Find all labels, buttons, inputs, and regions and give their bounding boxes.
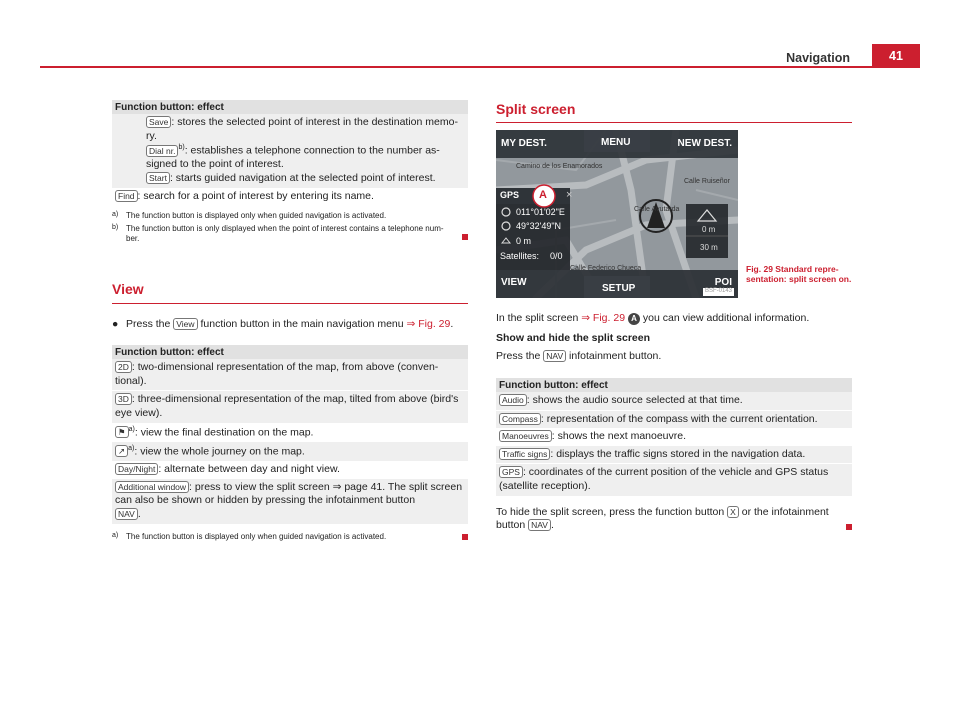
instruction-post: function button in the main navigation menu: [197, 317, 407, 330]
table-row: [112, 114, 468, 188]
row-desc: : view the final destination on the map.: [134, 426, 314, 439]
right-column: [496, 100, 852, 123]
row-desc: : two-dimensional representation of the map, from above (conven-tional).: [115, 361, 439, 387]
footnote-ref: a): [128, 444, 135, 452]
additional-window-key: Additional window: [115, 481, 189, 493]
intro-pre: In the split screen: [496, 312, 582, 324]
table-row: [112, 423, 468, 442]
hide-pre: To hide the split screen, press the function button: [496, 505, 728, 518]
satellites-label: Satellites:: [500, 251, 540, 261]
footnote-mark: b): [112, 224, 119, 232]
row-desc: : three-dimensional representation of the map, tilted from above (bird's eye view).: [115, 393, 459, 420]
figure-caption: Fig. 29 Standard repre-sentation: split screen on.: [746, 264, 852, 285]
altitude-value: 0 m: [516, 236, 532, 246]
row-desc: : coordinates of the current position of the vehicle and GPS status (satellite reception).: [499, 466, 829, 493]
footnote-text: The function button is displayed only when guided navigation is activated.: [126, 531, 387, 541]
row-desc: : alternate between day and night view.: [158, 463, 340, 476]
row-desc: : press to view the split screen ⇒ page 41. The split screen can also be shown or hidden by pressing the infotainment button: [115, 480, 463, 507]
fig-link[interactable]: ⇒ Fig. 29: [406, 317, 451, 330]
start-desc: : starts guided navigation at the selected point of interest.: [169, 172, 436, 185]
street-label: Calle Federico Chueca: [570, 265, 642, 272]
end-marker: [462, 234, 468, 240]
row-desc: : representation of the compass with the current orientation.: [540, 412, 818, 425]
footnote-ref: a): [128, 425, 135, 433]
hide-instruction: [496, 506, 852, 533]
table-row: [112, 188, 468, 206]
compass-key: Compass: [499, 413, 541, 425]
instruction-text: [126, 318, 453, 332]
view-key: View: [173, 318, 197, 330]
dial-nr-key: Dial nr.: [146, 145, 178, 157]
audio-key: Audio: [499, 394, 527, 406]
section-title-split-screen: Split screen: [496, 100, 852, 123]
destination-flag-icon: ⚑: [115, 426, 129, 438]
hide-mid: or the infotainment button: [496, 505, 829, 532]
callout-badge: A: [628, 313, 640, 325]
table-row: [496, 463, 852, 495]
3d-key: 3D: [115, 393, 132, 405]
split-screen-body: [496, 312, 852, 533]
instruction-pre: Press the: [126, 317, 174, 330]
view-instruction: [112, 318, 468, 332]
footnotes: [112, 211, 468, 244]
find-key: Find: [115, 190, 138, 202]
manoeuvres-key: Manoeuvres: [499, 430, 552, 442]
table-header: Function button: effect: [112, 345, 468, 359]
nav-key: NAV: [115, 508, 138, 520]
footnote-text: The function button is only displayed when the point of interest contains a telephone num-ber.: [126, 224, 444, 244]
header-rule: [40, 66, 920, 68]
table-row: [112, 479, 468, 524]
footnote-text: The function button is displayed only when guided navigation is activated.: [126, 211, 387, 221]
x-key: X: [727, 506, 739, 518]
dial-nr-desc: : establishes a telephone connection to the number as-signed to the point of interest.: [146, 144, 440, 171]
fig-link[interactable]: ⇒ Fig. 29: [581, 312, 626, 324]
table-row: [112, 359, 468, 390]
table-header: Function button: effect: [496, 378, 852, 392]
traffic-signs-key: Traffic signs: [499, 448, 550, 460]
nav-key: NAV: [543, 350, 566, 362]
left-column: [112, 100, 468, 542]
row-desc: : shows the next manoeuvre.: [551, 430, 687, 443]
hide-text: [496, 506, 840, 533]
close-icon[interactable]: ×: [566, 189, 573, 201]
find-desc: : search for a point of interest by entering its name.: [137, 189, 374, 202]
start-key: Start: [146, 172, 170, 184]
setup-button[interactable]: SETUP: [602, 283, 636, 294]
row-desc: : shows the audio source selected at that time.: [526, 393, 743, 406]
new-dest-button[interactable]: NEW DEST.: [677, 138, 732, 149]
footnote: [112, 532, 468, 542]
street-label: Camino de los Enamorados: [516, 163, 603, 170]
footnote-mark: a): [112, 211, 119, 219]
intro-post: you can view additional information.: [639, 312, 810, 324]
section-title-view: View: [112, 280, 468, 303]
table-row: [496, 410, 852, 429]
bullet-dot: ●: [112, 317, 119, 330]
row-desc: : displays the traffic signs stored in the navigation data.: [550, 447, 806, 460]
split-screen-figure: [496, 130, 738, 298]
row-end: .: [137, 507, 141, 520]
press-pre: Press the: [496, 350, 544, 363]
page-number: 41: [872, 44, 920, 68]
day-night-key: Day/Night: [115, 463, 158, 475]
satellites-value: 0/0: [550, 251, 563, 261]
nav-key: NAV: [528, 519, 551, 531]
end-marker: [846, 524, 852, 530]
save-desc: : stores the selected point of interest in the destination memo-ry.: [146, 116, 458, 142]
table-row: [112, 461, 468, 479]
poi-function-table: [112, 100, 468, 205]
table-row: [496, 428, 852, 446]
menu-button[interactable]: MENU: [601, 137, 631, 148]
table-header: Function button: effect: [112, 100, 468, 114]
view-section: [112, 280, 468, 541]
street-label: Calle Avutarda: [634, 206, 680, 213]
save-key: Save: [146, 116, 171, 128]
callout-a: A: [539, 189, 547, 201]
table-row: [112, 390, 468, 422]
figure-code: BSF-0143: [704, 288, 732, 295]
footnote-mark: a): [112, 531, 119, 539]
row-desc: : view the whole journey on the map.: [134, 445, 305, 458]
gps-panel-title: GPS: [500, 190, 520, 200]
table-row: [496, 446, 852, 464]
poi-button[interactable]: POI: [714, 277, 732, 288]
instruction-end: .: [450, 317, 454, 330]
press-post: infotainment button.: [566, 350, 662, 363]
hide-end: .: [550, 519, 554, 532]
table-row: [112, 442, 468, 461]
right-panel-distance: 30 m: [700, 243, 718, 252]
route-icon: ↗: [115, 445, 128, 457]
view-function-table: [112, 345, 468, 523]
intro-text: [496, 312, 852, 326]
split-function-table: [496, 378, 852, 496]
footnote-ref: b): [178, 144, 185, 152]
my-dest-button[interactable]: MY DEST.: [501, 138, 547, 149]
subheading: Show and hide the split screen: [496, 331, 651, 344]
right-panel-distance: 0 m: [702, 225, 716, 234]
footnote: [112, 211, 468, 221]
footnote: [112, 224, 468, 244]
press-nav-text: [496, 350, 852, 364]
end-marker: [462, 534, 468, 540]
street-label: Calle Ruiseñor: [684, 178, 730, 185]
view-button[interactable]: VIEW: [501, 277, 527, 288]
longitude-value: 011°01'02"E: [516, 207, 565, 217]
table-row: [496, 392, 852, 410]
gps-key: GPS: [499, 466, 523, 478]
latitude-value: 49°32'49"N: [516, 221, 562, 231]
running-header-title: Navigation: [786, 51, 850, 65]
2d-key: 2D: [115, 361, 132, 373]
